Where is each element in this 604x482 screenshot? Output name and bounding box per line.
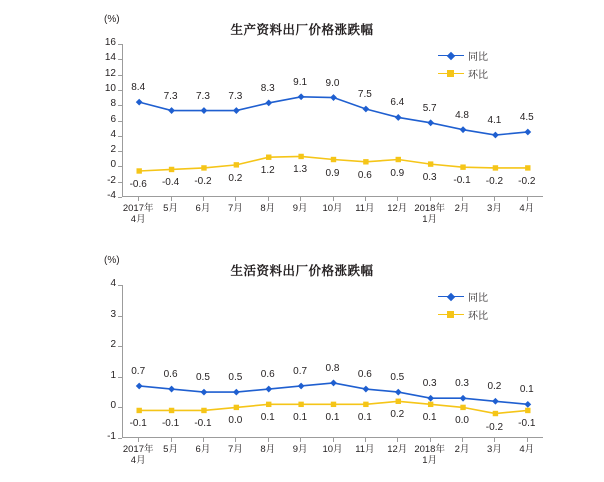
- series-point: [136, 408, 141, 413]
- data-point-label: 0.6: [357, 369, 372, 381]
- series-point: [396, 157, 401, 162]
- x-axis-tick-label: 2018年 1月: [414, 444, 445, 466]
- x-axis-tick-label: 2017年 4月: [122, 444, 154, 466]
- series-point: [363, 402, 368, 407]
- data-point-label: 0.3: [455, 378, 469, 390]
- series-point: [428, 161, 433, 166]
- legend-item[interactable]: [438, 307, 488, 321]
- series-point: [233, 389, 240, 396]
- x-axis-tick-mark: [268, 438, 269, 442]
- legend-line-swatch: [438, 314, 464, 315]
- series-point: [396, 399, 401, 404]
- x-axis-tick-label: 12月: [387, 444, 408, 455]
- y-axis-tick-mark: [118, 136, 122, 137]
- data-point-label: 1.2: [260, 165, 275, 177]
- data-point-label: 7.5: [357, 89, 372, 101]
- x-axis-tick-label: 9月: [292, 444, 308, 455]
- x-axis-tick-label: 2017年 4月: [122, 203, 154, 225]
- x-axis-tick-label: 3月: [487, 203, 502, 214]
- data-point-label: 0.6: [163, 369, 178, 381]
- y-axis-tick-label: 1: [110, 369, 116, 381]
- chart-legend: [438, 289, 488, 325]
- legend-line-swatch: [438, 296, 464, 297]
- x-axis-tick-label: 2月: [454, 203, 470, 214]
- data-point-label: 4.5: [519, 111, 534, 123]
- series-point: [233, 107, 240, 114]
- y-axis-tick-label: 0: [110, 400, 116, 412]
- data-point-label: 0.7: [131, 365, 146, 377]
- chart-title: 生活资料出厂价格涨跌幅: [230, 264, 374, 278]
- series-point: [201, 107, 208, 114]
- x-axis-tick-mark: [494, 197, 495, 201]
- x-axis-tick-mark: [171, 197, 172, 201]
- y-axis-tick-label: 10: [104, 82, 116, 94]
- data-point-label: 0.1: [519, 384, 534, 396]
- legend-line-swatch: [438, 55, 464, 56]
- data-point-label: 0.3: [422, 172, 437, 184]
- unit-label: (%): [104, 255, 120, 266]
- y-axis-tick-mark: [118, 346, 122, 347]
- data-point-label: 7.3: [228, 90, 243, 102]
- data-point-label: -0.2: [518, 175, 536, 187]
- x-axis-tick-label: 12月: [387, 203, 408, 214]
- series-point: [266, 402, 271, 407]
- series-point: [234, 405, 239, 410]
- x-axis-tick-label: 4月: [519, 203, 535, 214]
- series-point: [492, 398, 499, 405]
- data-point-label: -0.2: [485, 421, 504, 433]
- series-point: [493, 411, 498, 416]
- y-axis-tick-mark: [118, 105, 122, 106]
- x-axis-tick-label: 11月: [355, 203, 375, 214]
- square-marker-icon: [447, 70, 454, 77]
- y-axis-tick-mark: [118, 285, 122, 286]
- x-axis-tick-mark: [527, 197, 528, 201]
- legend-label: 环比: [468, 69, 488, 81]
- y-axis-tick-label: 8: [110, 98, 116, 110]
- y-axis-tick-label: -4: [107, 190, 116, 201]
- y-axis-tick-label: 4: [110, 278, 116, 289]
- x-axis-tick-label: 7月: [227, 444, 243, 455]
- series-point: [395, 389, 402, 396]
- series-point: [493, 165, 498, 170]
- x-axis-tick-label: 8月: [260, 203, 276, 214]
- x-axis-tick-label: 5月: [163, 203, 178, 214]
- y-axis-tick-label: 16: [104, 37, 116, 48]
- y-axis-tick-label: -1: [107, 431, 116, 442]
- series-point: [298, 154, 303, 159]
- x-axis-tick-mark: [203, 438, 204, 442]
- data-point-label: -0.2: [485, 175, 504, 187]
- data-point-label: 0.6: [357, 169, 372, 181]
- series-point: [362, 106, 369, 113]
- x-axis-tick-label: 10月: [322, 444, 343, 455]
- series-point: [201, 408, 206, 413]
- series-point: [266, 155, 271, 160]
- data-point-label: 4.1: [487, 115, 502, 127]
- x-axis-tick-mark: [300, 197, 301, 201]
- series-point: [460, 405, 465, 410]
- data-point-label: -0.1: [194, 418, 212, 430]
- y-axis-tick-label: -2: [107, 174, 116, 186]
- data-point-label: 0.1: [422, 412, 437, 424]
- x-axis-tick-mark: [138, 438, 139, 442]
- data-point-label: 0.1: [293, 412, 308, 424]
- x-axis-tick-mark: [333, 438, 334, 442]
- data-point-label: 0.8: [325, 362, 340, 374]
- y-axis-tick-mark: [118, 166, 122, 167]
- series-point: [298, 383, 305, 390]
- y-axis-tick-mark: [118, 316, 122, 317]
- x-axis-tick-label: 2月: [454, 444, 470, 455]
- series-point: [331, 402, 336, 407]
- y-axis-tick-mark: [118, 121, 122, 122]
- series-point: [201, 389, 208, 396]
- series-point: [524, 129, 531, 136]
- y-axis-tick-label: 2: [110, 144, 116, 156]
- x-axis-tick-label: 7月: [227, 203, 243, 214]
- data-point-label: 5.7: [422, 102, 437, 114]
- x-axis-tick-mark: [268, 197, 269, 201]
- y-axis-tick-label: 6: [110, 113, 116, 125]
- data-point-label: -0.1: [161, 418, 180, 430]
- data-point-label: 0.1: [357, 412, 372, 424]
- series-point: [265, 386, 272, 393]
- x-axis-tick-label: 6月: [195, 203, 211, 214]
- series-point: [168, 386, 175, 393]
- data-point-label: 0.5: [390, 372, 405, 384]
- data-point-label: -0.2: [194, 175, 212, 187]
- series-point: [525, 408, 530, 413]
- legend-label: 同比: [468, 51, 488, 63]
- x-axis-tick-label: 8月: [260, 444, 276, 455]
- data-point-label: 9.1: [293, 76, 308, 88]
- series-point: [363, 159, 368, 164]
- x-axis-tick-mark: [430, 197, 431, 201]
- x-axis-tick-mark: [138, 197, 139, 201]
- legend-item[interactable]: [438, 66, 488, 80]
- series-point: [169, 167, 174, 172]
- chart-consumer-goods: [0, 241, 604, 482]
- x-axis-tick-mark: [235, 197, 236, 201]
- x-axis-tick-mark: [430, 438, 431, 442]
- series-point: [330, 94, 337, 101]
- y-axis-tick-mark: [118, 75, 122, 76]
- x-axis-tick-mark: [235, 438, 236, 442]
- series-point: [298, 402, 303, 407]
- series-point: [427, 119, 434, 126]
- x-axis-tick-mark: [527, 438, 528, 442]
- y-axis-tick-label: 4: [110, 128, 116, 140]
- x-axis-tick-mark: [203, 197, 204, 201]
- series-point: [460, 395, 467, 402]
- legend-item[interactable]: [438, 289, 488, 303]
- x-axis-tick-mark: [494, 438, 495, 442]
- y-axis-tick-label: 2: [110, 339, 116, 351]
- data-point-label: 0.5: [196, 372, 210, 384]
- data-point-label: 0.0: [455, 415, 469, 427]
- x-axis-tick-label: 9月: [292, 203, 308, 214]
- series-point: [427, 395, 434, 402]
- y-axis-tick-label: 14: [104, 52, 116, 64]
- legend-label: 环比: [468, 310, 488, 322]
- series-point: [201, 165, 206, 170]
- data-point-label: 8.4: [131, 82, 146, 94]
- y-axis-tick-mark: [118, 438, 122, 439]
- data-point-label: 0.1: [325, 412, 340, 424]
- x-axis-tick-label: 10月: [322, 203, 343, 214]
- x-axis-tick-label: 5月: [163, 444, 178, 455]
- series-point: [362, 386, 369, 393]
- series-point: [234, 162, 239, 167]
- x-axis-tick-label: 11月: [355, 444, 375, 455]
- y-axis-tick-label: 3: [110, 308, 116, 320]
- data-point-label: -0.6: [129, 178, 147, 190]
- series-point: [265, 100, 272, 107]
- x-axis-tick-mark: [365, 197, 366, 201]
- data-point-label: 6.4: [390, 97, 405, 109]
- square-marker-icon: [447, 311, 454, 318]
- series-point: [428, 402, 433, 407]
- data-point-label: -0.1: [453, 175, 471, 187]
- series-point: [136, 99, 143, 106]
- diamond-marker-icon: [447, 292, 455, 300]
- data-point-label: 7.3: [163, 90, 178, 102]
- x-axis-tick-mark: [462, 438, 463, 442]
- y-axis-tick-mark: [118, 44, 122, 45]
- series-point: [525, 165, 530, 170]
- data-point-label: 0.9: [390, 167, 405, 179]
- series-point: [460, 126, 467, 133]
- diamond-marker-icon: [447, 51, 455, 59]
- y-axis-tick-mark: [118, 151, 122, 152]
- data-point-label: 0.9: [325, 167, 340, 179]
- x-axis-tick-mark: [365, 438, 366, 442]
- series-point: [136, 168, 141, 173]
- y-axis-tick-mark: [118, 59, 122, 60]
- series-point: [136, 383, 143, 390]
- legend-line-swatch: [438, 73, 464, 74]
- data-point-label: 0.3: [422, 378, 437, 390]
- series-point: [168, 107, 175, 114]
- x-axis-tick-mark: [397, 197, 398, 201]
- data-point-label: 9.0: [325, 77, 340, 89]
- chart-legend: [438, 48, 488, 84]
- x-axis-tick-mark: [300, 438, 301, 442]
- x-axis-tick-mark: [171, 438, 172, 442]
- series-point: [395, 114, 402, 121]
- unit-label: (%): [104, 14, 120, 25]
- x-axis-tick-mark: [333, 197, 334, 201]
- data-point-label: 1.3: [293, 164, 308, 176]
- x-axis-tick-mark: [462, 197, 463, 201]
- series-point: [298, 93, 305, 100]
- data-point-label: 0.5: [228, 372, 243, 384]
- y-axis-tick-label: 12: [104, 67, 116, 79]
- data-point-label: 0.2: [487, 381, 502, 393]
- data-point-label: -0.4: [161, 177, 180, 189]
- data-point-label: 0.7: [293, 365, 308, 377]
- chart-title: 生产资料出厂价格涨跌幅: [230, 23, 374, 37]
- data-point-label: 0.2: [228, 172, 243, 184]
- data-point-label: -0.1: [129, 418, 147, 430]
- series-point: [330, 380, 337, 387]
- data-point-label: 4.8: [455, 109, 469, 121]
- series-point: [169, 408, 174, 413]
- series-point: [492, 132, 499, 139]
- legend-label: 同比: [468, 292, 488, 304]
- x-axis-tick-label: 6月: [195, 444, 211, 455]
- series-point: [524, 401, 531, 408]
- x-axis-tick-label: 2018年 1月: [414, 203, 445, 225]
- data-point-label: 0.2: [390, 409, 405, 421]
- y-axis-tick-mark: [118, 407, 122, 408]
- data-point-label: -0.1: [518, 418, 536, 430]
- data-point-label: 0.6: [260, 369, 275, 381]
- x-axis-tick-label: 4月: [519, 444, 535, 455]
- x-axis-tick-label: 3月: [487, 444, 502, 455]
- data-point-label: 0.1: [260, 412, 275, 424]
- x-axis-tick-mark: [397, 438, 398, 442]
- series-point: [460, 164, 465, 169]
- legend-item[interactable]: [438, 48, 488, 62]
- y-axis-tick-label: 0: [110, 159, 116, 171]
- data-point-label: 7.3: [196, 90, 210, 102]
- series-point: [331, 157, 336, 162]
- y-axis-tick-mark: [118, 197, 122, 198]
- data-point-label: 8.3: [260, 82, 275, 94]
- data-point-label: 0.0: [228, 415, 243, 427]
